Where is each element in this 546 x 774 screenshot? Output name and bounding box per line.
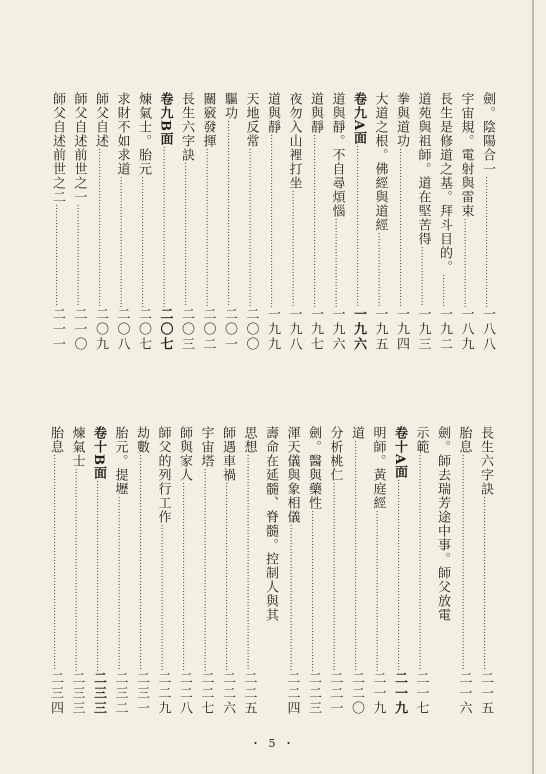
toc-volume-heading <box>389 426 411 716</box>
toc-entry <box>109 426 131 716</box>
page-number: ・ 5 ・ <box>250 737 296 750</box>
toc-entry <box>305 92 327 352</box>
leader-dots <box>197 148 219 307</box>
leader-dots <box>475 496 497 671</box>
leader-dots <box>303 510 325 671</box>
toc-entry <box>47 92 69 352</box>
toc-entry-title: 師父自述 <box>93 92 108 148</box>
toc-entry-page: 一九二 <box>437 307 452 352</box>
toc-entry-title: 卷十A面 <box>392 426 407 480</box>
toc-entry-title: 師父自述前世之二 <box>50 92 65 204</box>
toc-entry <box>238 426 260 716</box>
toc-entry-title: 煉氣士 <box>69 426 85 468</box>
toc-entry-page: 二二四 <box>284 671 300 716</box>
leader-dots <box>88 480 110 671</box>
toc-entry-title: 道與靜 <box>265 92 280 134</box>
toc-entry <box>197 92 219 352</box>
toc-entry-page: 二二八 <box>177 671 192 716</box>
leader-dots <box>369 232 391 307</box>
toc-entry-page: 一九五 <box>372 307 388 352</box>
toc-entry <box>217 426 239 716</box>
toc-entry-title: 壽命在延髓、脊髓。控制人與其 <box>263 426 278 622</box>
toc-entry-title: 卷十B面 <box>91 426 106 480</box>
leader-dots <box>367 510 389 671</box>
toc-entry-title: 天地反常 <box>243 92 259 148</box>
toc-top-block <box>47 92 499 352</box>
leader-dots <box>195 468 217 671</box>
toc-entry-page: 一九九 <box>265 307 280 352</box>
toc-entry-title: 驅功 <box>222 92 237 120</box>
toc-entry-page: 二二〇 <box>349 671 364 716</box>
leader-dots <box>410 454 432 671</box>
toc-entry <box>391 92 413 352</box>
toc-bottom-block <box>45 426 497 716</box>
leader-dots <box>47 204 69 307</box>
toc-entry-page: 二〇九 <box>93 307 108 352</box>
leader-dots <box>434 274 456 307</box>
toc-entry-page: 二三二 <box>112 671 128 716</box>
toc-entry-page: 二二九 <box>155 671 171 716</box>
leader-dots <box>152 524 174 671</box>
leader-dots <box>90 148 112 307</box>
toc-entry-title: 關竅發揮 <box>200 92 216 148</box>
toc-entry-title: 大道之根。佛經與道經 <box>372 92 388 232</box>
leader-dots <box>240 148 262 307</box>
leader-dots <box>238 454 260 671</box>
leader-dots <box>453 454 475 671</box>
toc-entry-title: 道苑與祖師。道在堅苦得 <box>415 92 431 246</box>
leader-dots <box>174 482 196 671</box>
leader-dots <box>217 482 239 671</box>
leader-dots <box>305 134 327 307</box>
toc-entry-page: 一九七 <box>308 307 323 352</box>
toc-entry-title: 道與靜 <box>308 92 323 134</box>
toc-entry-title: 胎息 <box>48 426 63 454</box>
toc-entry <box>45 426 67 716</box>
toc-volume-heading <box>88 426 110 716</box>
toc-entry-page: 二三四 <box>48 671 63 716</box>
toc-entry <box>240 92 262 352</box>
toc-entry-page: 二一九 <box>392 671 407 716</box>
toc-entry-page: 一九六 <box>329 307 345 352</box>
leader-dots <box>154 146 176 307</box>
toc-entry <box>174 426 196 716</box>
toc-entry <box>176 92 198 352</box>
toc-volume-heading <box>348 92 370 352</box>
toc-entry-page: 一八九 <box>458 307 474 352</box>
toc-entry-title: 劍。陰陽合一 <box>480 92 495 176</box>
toc-entry-page: 二一七 <box>413 671 429 716</box>
leader-dots <box>477 176 499 307</box>
toc-entry-title: 宇宙規。電射與雷束 <box>458 92 474 218</box>
toc-entry <box>131 426 153 716</box>
leader-dots <box>131 454 153 671</box>
toc-entry-page: 二二一 <box>327 671 343 716</box>
toc-entry-title: 胎息 <box>456 426 472 454</box>
toc-entry-title: 師與家人 <box>177 426 192 482</box>
toc-entry <box>195 426 217 716</box>
leader-dots <box>281 524 303 671</box>
toc-entry-title: 劍。師去瑞芳途中事。師父放電 <box>435 426 450 622</box>
toc-entry-page: 二〇七 <box>157 307 173 352</box>
leader-dots <box>219 120 241 307</box>
toc-entry <box>326 92 348 352</box>
toc-entry <box>369 92 391 352</box>
toc-entry-page: 二三三 <box>69 671 85 716</box>
leader-dots <box>176 162 198 307</box>
leader-dots <box>45 454 67 671</box>
toc-entry-title: 道 <box>349 426 364 440</box>
toc-entry <box>283 92 305 352</box>
toc-entry-title: 師父的列行工作 <box>155 426 171 524</box>
toc-entry-title: 卷九B面 <box>157 92 173 146</box>
toc-entry-page: 二一〇 <box>71 307 87 352</box>
toc-entry-title: 卷九A面 <box>351 92 366 146</box>
leader-dots <box>109 496 131 671</box>
toc-entry-title: 長生六字訣 <box>478 426 493 496</box>
toc-entry-page: 二一五 <box>478 671 493 716</box>
toc-entry-title: 煉氣士。胎元 <box>136 92 151 176</box>
toc-entry <box>68 92 90 352</box>
toc-entry <box>367 426 389 716</box>
toc-entry-page: 二二五 <box>241 671 257 716</box>
toc-entry-title: 拳與道功 <box>394 92 409 148</box>
toc-entry <box>219 92 241 352</box>
toc-entry <box>434 92 456 352</box>
toc-entry-page: 二〇一 <box>222 307 237 352</box>
toc-entry-page: 一九八 <box>286 307 302 352</box>
toc-entry <box>66 426 88 716</box>
leader-dots <box>412 246 434 307</box>
toc-entry <box>262 92 284 352</box>
toc-entry <box>455 92 477 352</box>
toc-entry-title: 長生六字訣 <box>179 92 194 162</box>
leader-dots <box>262 134 284 307</box>
toc-entry <box>412 92 434 352</box>
toc-entry <box>152 426 174 716</box>
toc-entry-title: 胎元。提壢 <box>112 426 128 496</box>
toc-entry-page: 一九三 <box>415 307 431 352</box>
leader-dots <box>389 479 411 671</box>
toc-entry-page: 二一九 <box>370 671 386 716</box>
leader-dots <box>455 218 477 307</box>
toc-entry-title: 夜勿入山裡打坐 <box>286 92 302 190</box>
toc-entry-title: 劫數 <box>134 426 149 454</box>
toc-entry-title: 劍。醫與藥性 <box>306 426 321 510</box>
toc-entry-title: 長生是修道之基。拜斗目的。 <box>437 92 452 274</box>
toc-entry <box>410 426 432 716</box>
toc-entry-title: 師父自述前世之一 <box>71 92 87 204</box>
toc-entry-page: 二二七 <box>198 671 214 716</box>
leader-dots <box>68 204 90 307</box>
toc-entry <box>90 92 112 352</box>
toc-entry <box>324 426 346 716</box>
toc-entry-title: 分析桃仁 <box>327 426 343 482</box>
toc-entry-page: 二〇三 <box>179 307 194 352</box>
toc-entry-title: 求財不如求道 <box>114 92 130 176</box>
toc-entry-page: 一九六 <box>351 307 366 352</box>
leader-dots <box>66 468 88 671</box>
toc-entry-title: 示範 <box>413 426 429 454</box>
leader-dots <box>133 176 155 307</box>
leader-dots <box>283 190 305 307</box>
leader-dots <box>346 440 368 671</box>
toc-entry-title: 明師。黃庭經 <box>370 426 386 510</box>
toc-entry-title: 道與靜。不自尋煩惱 <box>329 92 345 218</box>
toc-entry-page: 一八八 <box>480 307 495 352</box>
toc-entry-page: 二三一 <box>134 671 149 716</box>
toc-entry-page: 二〇七 <box>136 307 151 352</box>
leader-dots <box>111 176 133 307</box>
toc-entry <box>432 426 454 716</box>
leader-dots <box>391 148 413 307</box>
toc-entry <box>453 426 475 716</box>
toc-entry-title: 思想 <box>241 426 257 454</box>
toc-entry-page: 二〇二 <box>200 307 216 352</box>
toc-entry-page: 二一六 <box>456 671 472 716</box>
toc-entry <box>477 92 499 352</box>
toc-entry <box>281 426 303 716</box>
toc-entry-page: 二〇八 <box>114 307 130 352</box>
toc-entry <box>260 426 282 716</box>
toc-entry <box>346 426 368 716</box>
toc-entry-title: 師遇車禍 <box>220 426 235 482</box>
toc-entry <box>475 426 497 716</box>
toc-volume-heading <box>154 92 176 352</box>
toc-entry-page: 二〇〇 <box>243 307 259 352</box>
toc-entry-page: 二二六 <box>220 671 235 716</box>
toc-entry-title: 宇宙塔 <box>198 426 214 468</box>
toc-entry-title: 渾天儀與象相儀 <box>284 426 300 524</box>
toc-entry-page: 二三三 <box>91 671 106 716</box>
toc-entry-page: 二二三 <box>306 671 321 716</box>
binding-edge <box>532 0 534 774</box>
toc-entry-page: 一九四 <box>394 307 409 352</box>
toc-entry <box>303 426 325 716</box>
leader-dots <box>348 145 370 307</box>
toc-entry <box>111 92 133 352</box>
leader-dots <box>324 482 346 671</box>
toc-entry-page: 二一一 <box>50 307 65 352</box>
leader-dots <box>326 218 348 307</box>
toc-entry <box>133 92 155 352</box>
